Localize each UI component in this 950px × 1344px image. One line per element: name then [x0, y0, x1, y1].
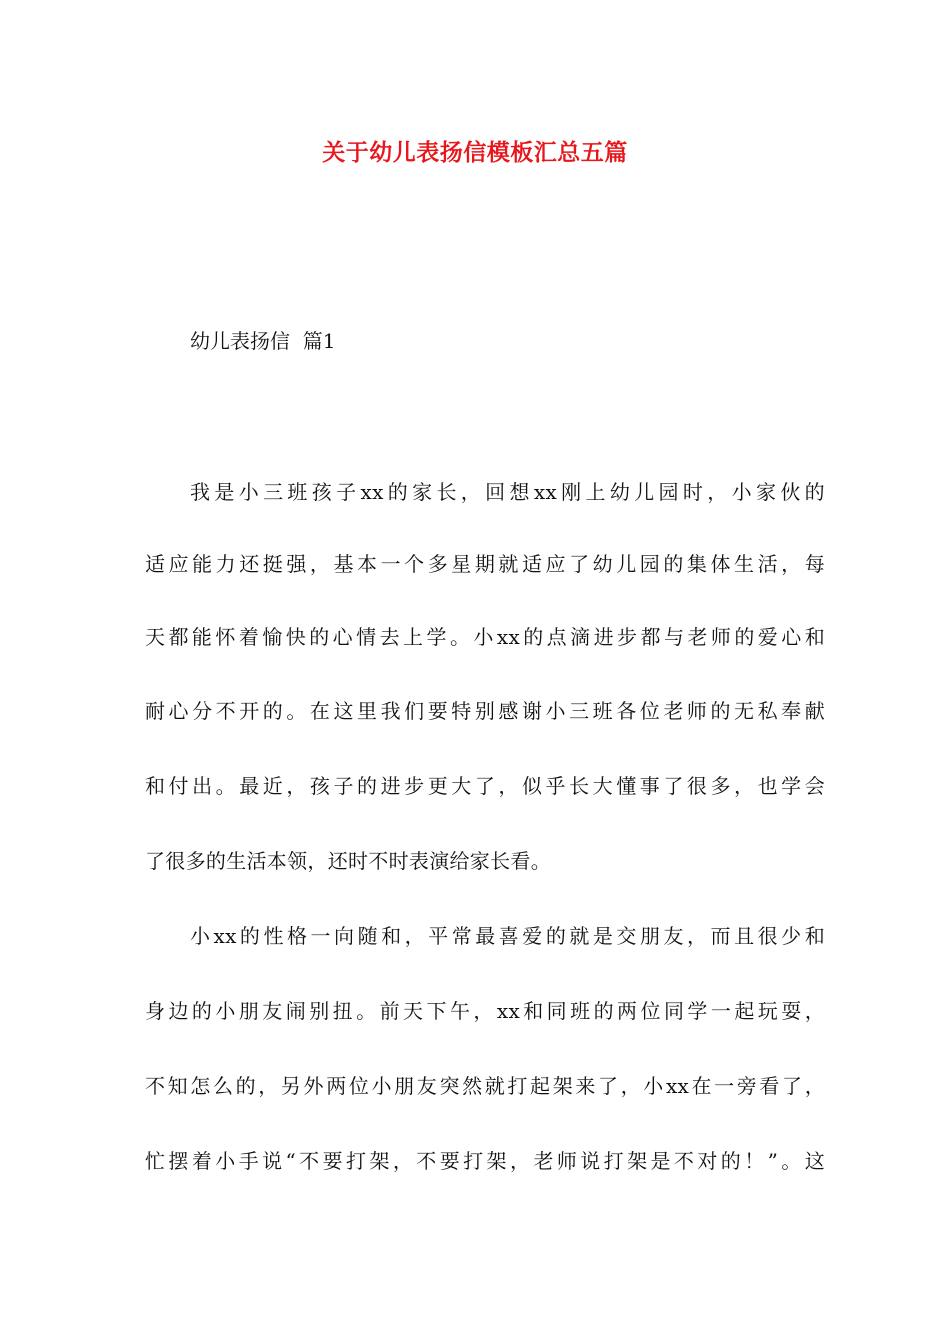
paragraph-1-line-6: 了很多的生活本领，还时不时表演给家长看。: [145, 849, 551, 873]
section-heading: 幼儿表扬信 篇1: [190, 329, 336, 353]
paragraph-2-line-1: 小xx的性格一向随和，平常最喜爱的就是交朋友，而且很少和: [190, 924, 825, 948]
paragraph-2-line-2: 身边的小朋友闹别扭。前天下午，xx和同班的两位同学一起玩耍，: [145, 999, 825, 1023]
paragraph-2-line-4: 忙摆着小手说“不要打架，不要打架，老师说打架是不对的！”。这: [145, 1149, 825, 1173]
paragraph-1-line-1: 我是小三班孩子xx的家长，回想xx刚上幼儿园时，小家伙的: [190, 480, 825, 504]
document-title: 关于幼儿表扬信模板汇总五篇: [322, 139, 628, 166]
paragraph-1-line-3: 天都能怀着愉快的心情去上学。小xx的点滴进步都与老师的爱心和: [145, 625, 825, 649]
paragraph-2-line-3: 不知怎么的，另外两位小朋友突然就打起架来了，小xx在一旁看了，: [145, 1074, 825, 1098]
paragraph-1-line-5: 和付出。最近，孩子的进步更大了，似乎长大懂事了很多，也学会: [145, 774, 825, 798]
paragraph-1-line-2: 适应能力还挺强，基本一个多星期就适应了幼儿园的集体生活，每: [145, 552, 825, 576]
paragraph-1-line-4: 耐心分不开的。在这里我们要特别感谢小三班各位老师的无私奉献: [145, 699, 825, 723]
